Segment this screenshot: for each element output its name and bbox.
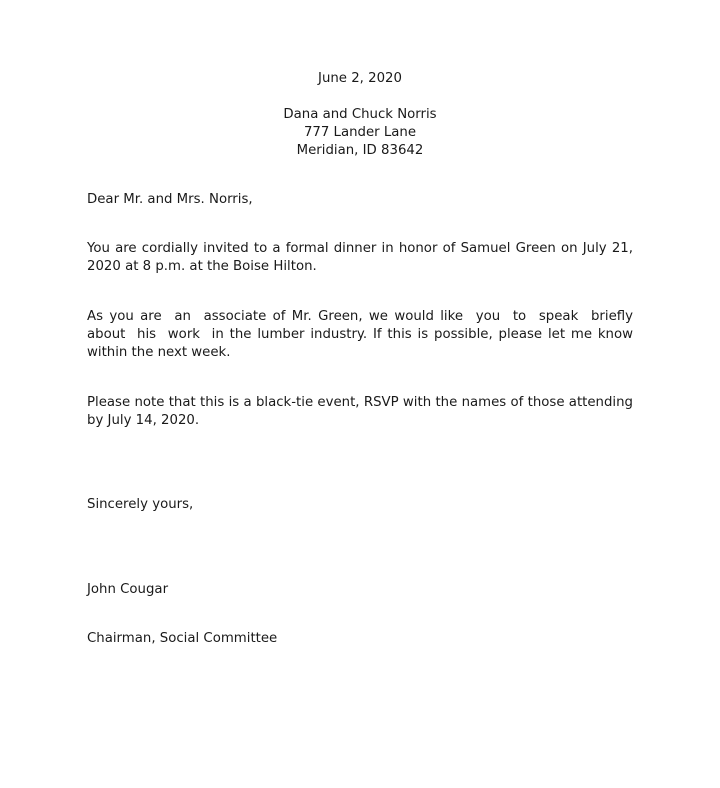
recipient-names: Dana and Chuck Norris: [283, 107, 437, 122]
invitation-paragraph: You are cordially invited to a formal dinner in honor of Samuel Green on July 21, 2020 at 8 p.m. at the Boise Hilton.: [87, 241, 638, 274]
signer-title: Chairman, Social Committee: [87, 631, 278, 646]
recipient-address: [0, 106, 720, 160]
closing: Sincerely yours,: [87, 497, 194, 512]
recipient-city: Meridian, ID 83642: [296, 143, 424, 158]
recipient-street: 777 Lander Lane: [303, 125, 417, 140]
rsvp-paragraph: Please note that this is a black-tie event, RSVP with the names of those attending by July 14, 2020.: [87, 395, 638, 428]
letter-date: June 2, 2020: [318, 71, 402, 86]
speech-request-paragraph: As you are an associate of Mr. Green, we would like you to speak briefly about his work in the lumber industry. If this is possible, please let me know within the next week.: [87, 309, 642, 360]
signer-name: John Cougar: [87, 582, 169, 597]
salutation: Dear Mr. and Mrs. Norris,: [87, 192, 253, 207]
